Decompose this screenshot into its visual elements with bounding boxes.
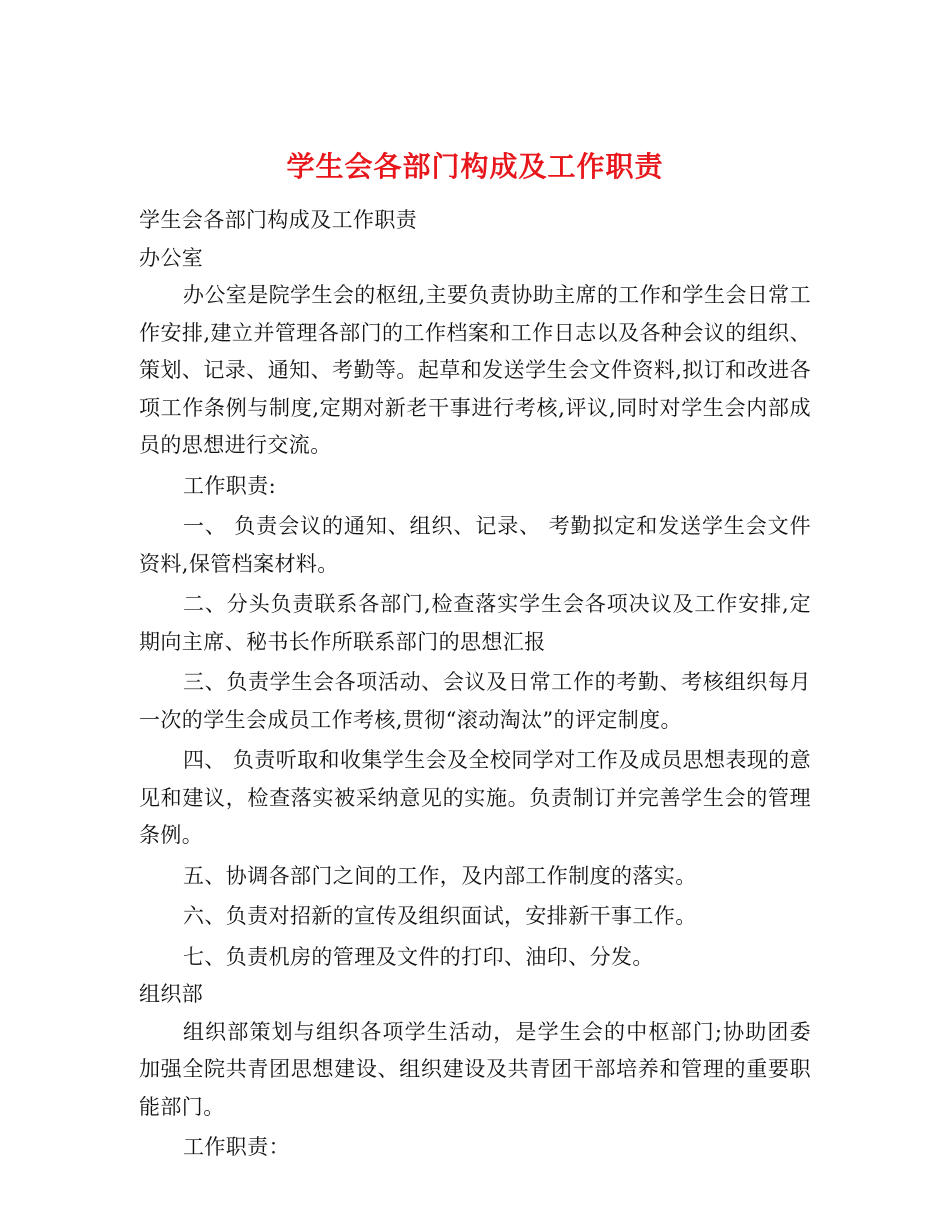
document-body: [139, 202, 811, 1167]
organization-duties-label: 工作职责：: [183, 1135, 290, 1159]
office-intro-paragraph: 办公室是院学生会的枢纽,主要负责协助主席的工作和学生会日常工作安排,建立并管理各部门的工作档案和工作日志以及各种会议的组织、策划、记录、通知、考勤等。起草和发送学生会文件资料,拟订和改进各项工作条例与制度,定期对新老干事进行考核,评议,同时对学生会内部成员的思想进行交流。: [139, 283, 811, 457]
office-duty-item-5: 五、协调各部门之间的工作，及内部工作制度的落实。: [183, 863, 697, 888]
office-duty-item-4: 四、 负责听取和收集学生会及全校同学对工作及成员思想表现的意见和建议，检查落实被采纳意见的实施。负责制订并完善学生会的管理条例。: [139, 748, 811, 847]
document-subtitle: 学生会各部门构成及工作职责: [139, 208, 418, 232]
office-duties-label: 工作职责:: [183, 473, 277, 498]
document-title: 学生会各部门构成及工作职责: [286, 149, 664, 183]
office-duty-item-7: 七、负责机房的管理及文件的打印、油印、分发。: [183, 944, 654, 969]
organization-intro-paragraph: 组织部策划与组织各项学生活动，是学生会的中枢部门;协助团委加强全院共青团思想建设、组织建设及共青团干部培养和管理的重要职能部门。: [139, 1019, 811, 1119]
office-duty-item-3: 三、负责学生会各项活动、会议及日常工作的考勤、考核组织每月一次的学生会成员工作考核,贯彻“滚动淘汰”的评定制度。: [139, 670, 811, 732]
office-duty-item-6: 六、负责对招新的宣传及组织面试，安排新干事工作。: [183, 904, 697, 928]
office-duty-item-2: 二、分头负责联系各部门,检查落实学生会各项决议及工作安排,定期向主席、秘书长作所联系部门的思想汇报: [139, 592, 811, 654]
section-heading-office: 办公室: [139, 245, 204, 270]
section-heading-organization: 组织部: [139, 982, 204, 1006]
office-duty-item-1: 一、 负责会议的通知、组织、记录、 考勤拟定和发送学生会文件资料,保管档案材料。: [139, 514, 811, 576]
